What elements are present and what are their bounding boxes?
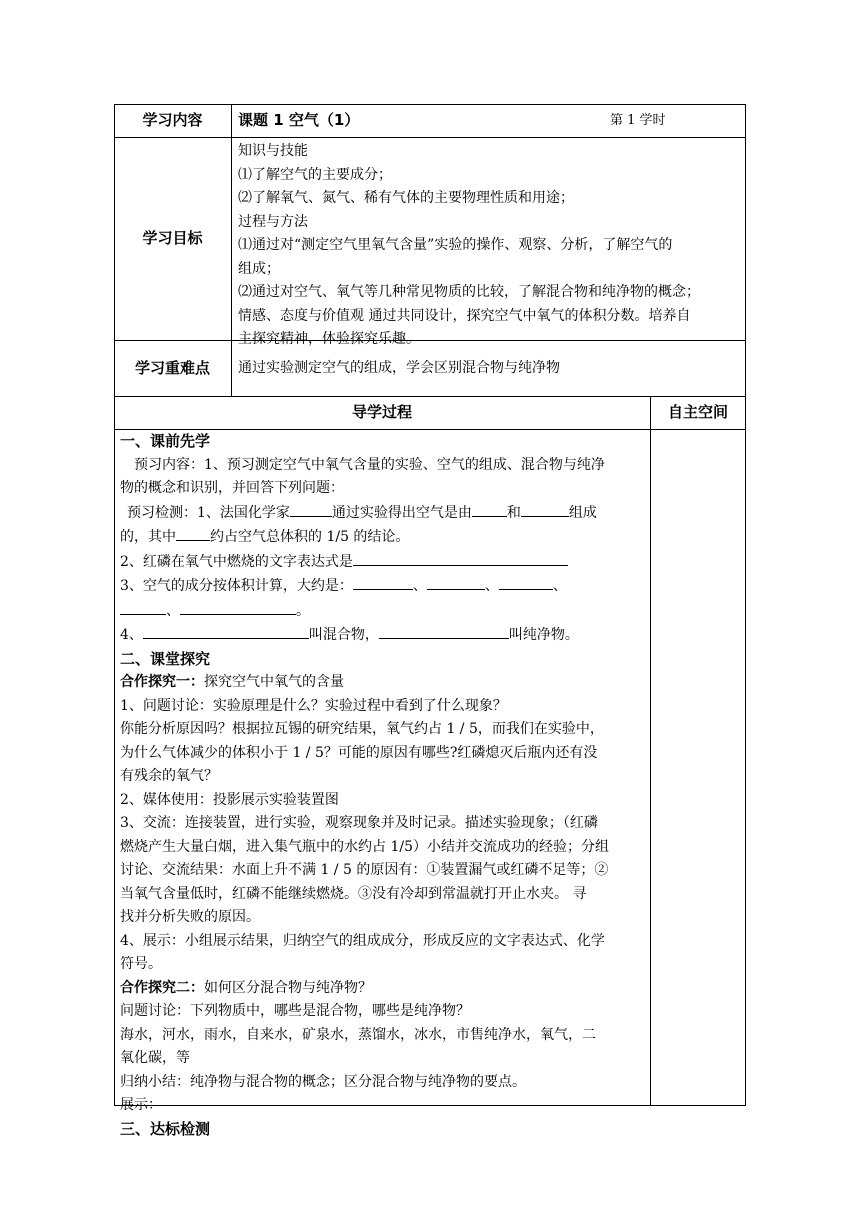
lesson-title: 课题 1 空气（1） — [238, 111, 360, 129]
process-header: 导学过程 — [351, 403, 412, 421]
answer-blank — [290, 501, 332, 517]
row-divider — [114, 396, 746, 397]
objective-line: 情感、态度与价值观 通过共同设计，探究空气中氧气的体积分数。培养自 — [238, 307, 691, 324]
q1-text-a: 预习检测：1、法国化学家 — [127, 504, 290, 521]
table-border-right — [745, 104, 746, 1106]
answer-blank — [521, 501, 569, 517]
question-2 — [120, 550, 648, 575]
explore-line: 你能分析原因吗？根据拉瓦锡的研究结果，氧气约占 1 / 5，而我们在实验中， — [120, 721, 604, 737]
explore-1-topic: 探究空气中氧气的含量 — [204, 674, 344, 690]
question-3-cont — [120, 599, 648, 624]
explore-line: 符号。 — [120, 956, 162, 972]
section-heading: 三、达标检测 — [120, 1119, 211, 1138]
explore-2-title — [120, 977, 648, 1001]
q3-end: 。 — [296, 602, 310, 619]
q4-text-a: 4、 — [120, 627, 143, 643]
answer-blank — [143, 623, 309, 639]
objective-line: 主探究精神，体验探究乐趣。 — [238, 331, 420, 347]
answer-blank — [353, 574, 413, 590]
explore-line: 2、媒体使用：投影展示实验装置图 — [120, 791, 339, 808]
label-column-divider — [231, 104, 232, 397]
key-points-text: 通过实验测定空气的组成，学会区别混合物与纯净物 — [238, 360, 560, 376]
answer-blank — [176, 525, 210, 541]
question-1-cont — [120, 525, 648, 550]
explore-line: 找并分析失败的原因。 — [120, 909, 260, 925]
objective-line: 过程与方法 — [238, 213, 308, 230]
answer-blank — [379, 623, 509, 639]
content-label: 学习内容 — [142, 111, 203, 129]
explore-line: 海水，河水，雨水，自来水，矿泉水，蒸馏水，冰水，市售纯净水，氧气，二 — [120, 1026, 596, 1043]
section-heading: 一、课前先学 — [120, 432, 211, 450]
section-heading: 二、课堂探究 — [120, 649, 211, 668]
answer-blank — [427, 574, 485, 590]
explore-line: 4、展示：小组展示结果，归纳空气的组成成分，形成反应的文字表达式、化学 — [120, 932, 605, 949]
row-divider — [114, 137, 746, 138]
q3-text: 3、空气的成分按体积计算，大约是： — [120, 578, 353, 594]
explore-line: 3、交流：连接装置，进行实验，观察现象并及时记录。描述实验现象；（红磷 — [120, 815, 598, 831]
explore-line: 当氧气含量低时，红磷不能继续燃烧。③没有冷却到常温就打开止水夹。 寻 — [120, 885, 587, 902]
q1-text-c: 和 — [506, 504, 521, 521]
explore-line: 有残余的氧气？ — [120, 768, 218, 784]
process-content — [120, 430, 648, 1141]
lesson-period: 第 1 学时 — [610, 113, 666, 128]
q2-text: 2、红磷在氧气中燃烧的文字表达式是 — [120, 553, 353, 570]
explore-line: 讨论、交流结果：水面上升不满 1 / 5 的原因有：①装置漏气或红磷不足等；② — [120, 862, 609, 878]
explore-line: 燃烧产生大量白烟，进入集气瓶中的水约占 1/5）小结并交流成功的经验；分组 — [120, 838, 609, 855]
q4-text-b: 叫混合物， — [308, 627, 379, 643]
q1-line2-b: 约占空气总体积的 1/5 的结论。 — [210, 529, 410, 545]
answer-blank — [499, 574, 553, 590]
q3-sep: 、 — [484, 578, 499, 594]
explore-1-title — [120, 671, 648, 695]
question-3 — [120, 574, 648, 599]
answer-blank — [472, 501, 507, 517]
preview-line — [120, 454, 648, 478]
answer-blank — [353, 550, 568, 566]
preview-content: 预习内容：1、预习测定空气中氧气含量的实验、空气的组成、混合物与纯净 — [134, 456, 605, 473]
explore-2-topic: 如何区分混合物与纯净物？ — [204, 979, 372, 996]
objective-line: ⑴了解空气的主要成分； — [238, 166, 392, 183]
objective-line: 知识与技能 — [238, 143, 308, 159]
explore-line: 问题讨论：下列物质中，哪些是混合物，哪些是纯净物？ — [120, 1003, 470, 1019]
explore-line: 展示： — [120, 1097, 162, 1113]
question-1 — [120, 501, 648, 526]
preview-line: 物的概念和识别，并回答下列问题： — [120, 480, 344, 496]
q1-text-b: 通过实验得出空气是由 — [331, 504, 472, 521]
q1-line2-a: 的，其中 — [120, 529, 176, 545]
q3-sep: 、 — [552, 578, 567, 594]
q3-sep: 、 — [412, 578, 427, 594]
explore-1-label: 合作探究一： — [120, 674, 204, 690]
explore-line: 1、问题讨论：实验原理是什么？实验过程中看到了什么现象？ — [120, 697, 507, 714]
q1-text-d: 组成 — [568, 504, 597, 521]
objectives-content — [238, 140, 743, 352]
table-border-top — [114, 104, 746, 105]
objective-line: ⑴通过对“测定空气里氧气含量”实验的操作、观察、分析，了解空气的 — [238, 237, 673, 253]
explore-line: 为什么气体减少的体积小于 1 / 5？可能的原因有哪些?红磷熄灭后瓶内还有没 — [120, 744, 598, 761]
answer-blank — [180, 599, 296, 615]
explore-line: 归纳小结：纯净物与混合物的概念；区分混合物与纯净物的要点。 — [120, 1073, 526, 1090]
answer-blank — [120, 599, 166, 615]
objective-line: ⑵了解氧气、氮气、稀有气体的主要物理性质和用途； — [238, 190, 574, 206]
q4-text-c: 叫纯净物。 — [508, 627, 579, 643]
table-border-left — [114, 104, 115, 1106]
question-4 — [120, 623, 648, 648]
objective-line: ⑵通过对空气、氧气等几种常见物质的比较，了解混合物和纯净物的概念； — [238, 284, 700, 300]
notes-header: 自主空间 — [667, 403, 728, 421]
objectives-label: 学习目标 — [142, 229, 203, 247]
objective-line: 组成； — [238, 260, 280, 277]
notes-column-divider — [650, 396, 651, 1106]
q3-sep: 、 — [166, 602, 180, 619]
explore-2-label: 合作探究二： — [120, 979, 204, 996]
key-points-label: 学习重难点 — [134, 359, 210, 377]
explore-line: 氧化碳，等 — [120, 1050, 190, 1066]
